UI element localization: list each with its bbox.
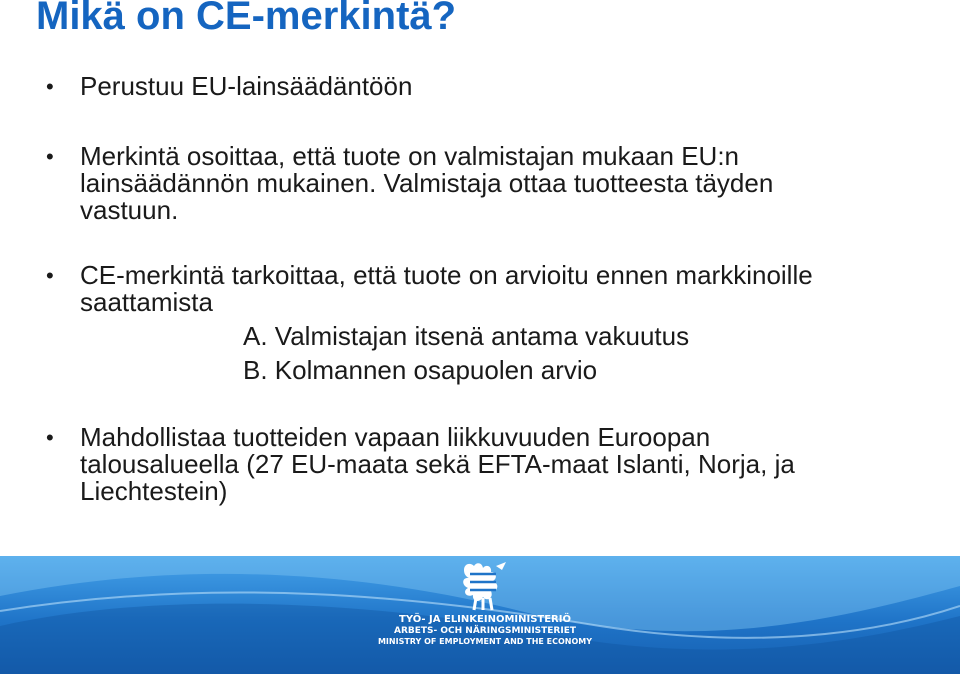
- page-title: Mikä on CE-merkintä?: [36, 0, 457, 38]
- bullet-line: Perustuu EU-lainsäädäntöön: [80, 71, 413, 101]
- bullet-dot: •: [46, 263, 54, 288]
- ministry-name-sv: ARBETS- OCH NÄRINGSMINISTERIET: [393, 626, 576, 636]
- bullet-item-1: [46, 71, 920, 101]
- bullet-line: saattamista: [80, 287, 213, 317]
- ministry-name-en: MINISTRY OF EMPLOYMENT AND THE ECONOMY: [377, 637, 593, 646]
- sub-item-b: B. Kolmannen osapuolen arvio: [243, 355, 598, 385]
- finnish-lion-icon: [456, 560, 510, 612]
- ministry-footer: [0, 556, 960, 674]
- bullet-item-2: [46, 141, 920, 225]
- bullet-dot: •: [46, 74, 54, 99]
- bullet-line: Liechtestein): [80, 476, 228, 506]
- bullet-line: CE-merkintä tarkoittaa, että tuote on arvioitu ennen markkinoille: [80, 260, 813, 290]
- bullet-item-3: [46, 260, 920, 317]
- bullet-item-4: [46, 422, 920, 506]
- bullet-dot: •: [46, 425, 54, 450]
- bullet-line: lainsäädännön mukainen. Valmistaja ottaa tuotteesta täyden: [80, 168, 774, 198]
- ministry-name-fi: TYÖ- JA ELINKEINOMINISTERIÖ: [399, 614, 571, 625]
- bullet-line: Merkintä osoittaa, että tuote on valmistajan mukaan EU:n: [80, 141, 740, 171]
- bullet-line: vastuun.: [80, 195, 179, 225]
- bullet-line: Mahdollistaa tuotteiden vapaan liikkuvuuden Euroopan: [80, 422, 711, 452]
- sub-item-a: A. Valmistajan itsenä antama vakuutus: [243, 321, 690, 351]
- bullet-dot: •: [46, 144, 54, 169]
- bullet-line: talousalueella (27 EU-maata sekä EFTA-maat Islanti, Norja, ja: [80, 449, 795, 479]
